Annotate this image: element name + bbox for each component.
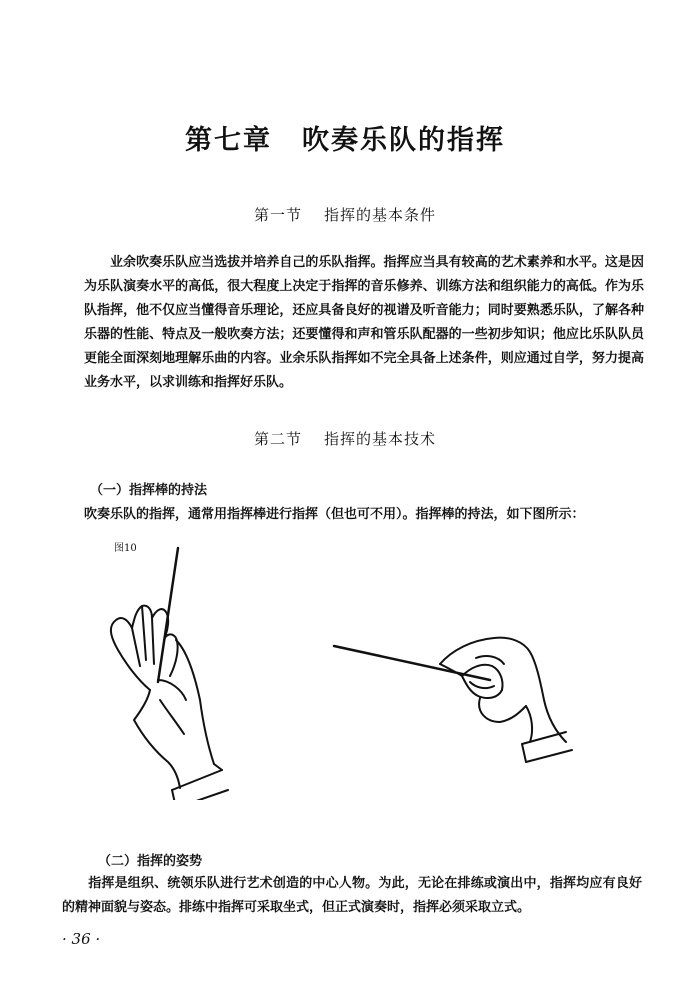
page-number: · 36 · (62, 930, 101, 948)
section-2-title (0, 428, 690, 449)
chapter-number: 第七章 (185, 125, 272, 156)
figure-label: 图10 (114, 543, 137, 554)
baton-line-right (334, 646, 490, 680)
section-2-name: 指挥的基本技术 (324, 430, 437, 448)
subsection-2-text: 指挥是组织、统领乐队进行艺术创造的中心人物。为此，无论在排练或演出中，指挥均应有良好的精神面貌与姿态。排练中指挥可采取坐式，但正式演奏时，指挥必须采取立式。 (62, 876, 642, 915)
right-hand-drawing (334, 638, 572, 762)
subsection-1-text: 吹奏乐队的指挥，通常用指挥棒进行指挥（但也可不用）。指挥棒的持法，如下图所示： (84, 507, 585, 522)
section-1-paragraph-text: 业余吹奏乐队应当选拔并培养自己的乐队指挥。指挥应当具有较高的艺术素养和水平。这是因为乐队演奏水平的高低，很大程度上决定于指挥的音乐修养、训练方法和组织能力的高低。作为乐队指挥，他不仅应当懂得音乐理论，还应具备良好的视谱及听音能力；同时要熟悉乐队，了解各种乐器的性能、特点及一般吹奏方法；还要懂得和声和管乐队配器的一些初步知识；他应比乐队队员更能全面深刻地理解乐曲的内容。业余乐队指挥如不完全具备上述条件，则应通过自学，努力提高业务水平，以求训练和指挥好乐队。 (84, 255, 644, 390)
section-1-title (0, 204, 690, 225)
section-1-number: 第一节 (253, 206, 302, 224)
chapter-title (0, 118, 690, 157)
left-hand-drawing (111, 548, 228, 800)
section-1-paragraph (84, 251, 644, 395)
subsection-2-heading: （二）指挥的姿势 (98, 854, 203, 869)
subsection-2-paragraph (62, 872, 642, 920)
chapter-name: 吹奏乐队的指挥 (302, 125, 505, 156)
baton-grip-illustration (0, 540, 690, 800)
section-2-number: 第二节 (253, 430, 302, 448)
subsection-1-heading: （一）指挥棒的持法 (90, 483, 208, 498)
section-1-name: 指挥的基本条件 (324, 206, 437, 224)
